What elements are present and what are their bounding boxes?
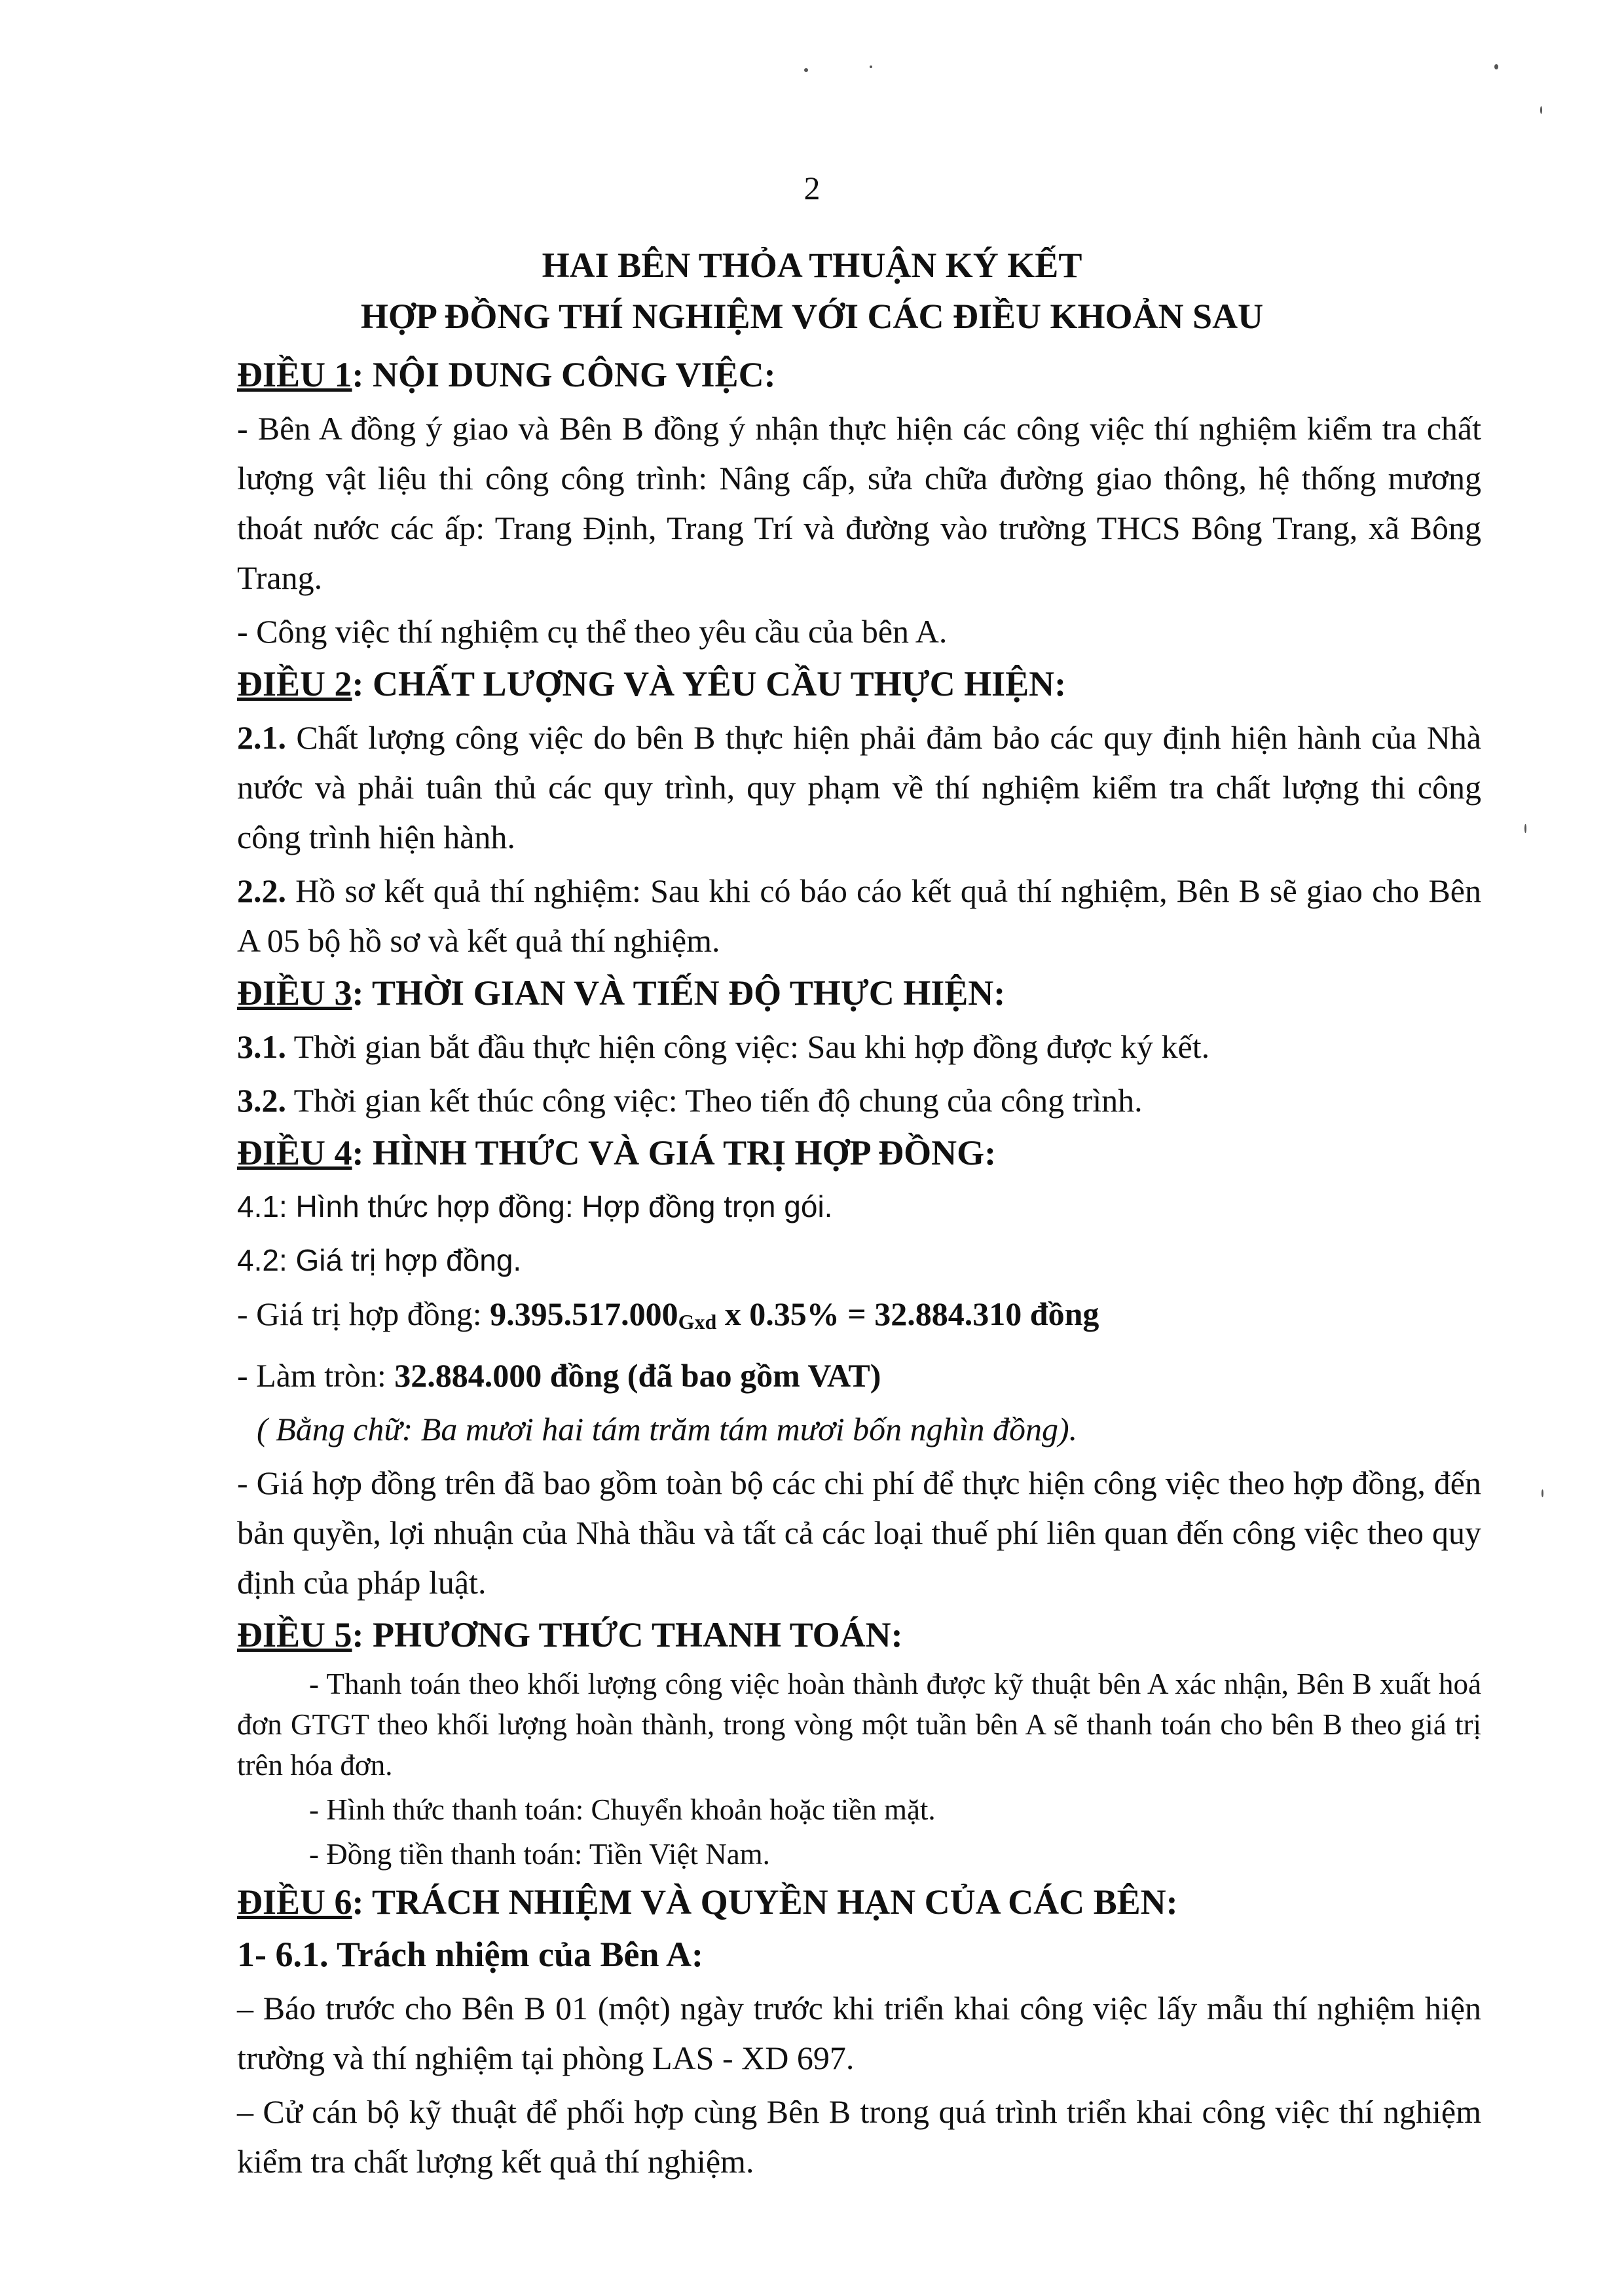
- clause-2-2-number: 2.2.: [237, 872, 286, 909]
- article-4-inclusion-note: - Giá hợp đồng trên đã bao gồm toàn bộ các chi phí để thực hiện công việc theo hợp đồng, đến bản quyền, lợi nhuận của Nhà thầu và tất cả các loại thuế phí liên quan đến công việc theo quy định của pháp luật.: [237, 1465, 1481, 1601]
- page-number: 2: [803, 170, 821, 206]
- article-1-paragraph-2: - Công việc thí nghiệm cụ thể theo yêu cầu của bên A.: [237, 613, 948, 650]
- article-6-1-paragraph-1: – Báo trước cho Bên B 01 (một) ngày trước khi triển khai công việc lấy mẫu thí nghiệm hiện trường và thí nghiệm tại phòng LAS - XD 697.: [237, 1990, 1481, 2076]
- article-4-title: : HÌNH THỨC VÀ GIÁ TRỊ HỢP ĐỒNG:: [352, 1133, 997, 1172]
- article-6-title: : TRÁCH NHIỆM VÀ QUYỀN HẠN CỦA CÁC BÊN:: [352, 1882, 1178, 1922]
- article-1-heading: [237, 350, 1481, 400]
- article-3-heading: [237, 968, 1481, 1018]
- clause-3-2-number: 3.2.: [237, 1082, 286, 1119]
- rounded-value-label: - Làm tròn:: [237, 1357, 395, 1394]
- article-4-number: ĐIỀU 4: [237, 1133, 352, 1172]
- scan-speck: [1524, 824, 1526, 833]
- clause-2-1-text: Chất lượng công việc do bên B thực hiện phải đảm bảo các quy định hiện hành của Nhà nước và phải tuân thủ các quy trình, quy phạm về thí nghiệm kiểm tra chất lượng thi công công trình hiện hành.: [237, 719, 1481, 855]
- contract-value-calculation: x 0.35% = 32.884.310 đồng: [716, 1296, 1099, 1332]
- clause-3-1-number: 3.1.: [237, 1028, 286, 1065]
- document-title-line-2: HỢP ĐỒNG THÍ NGHIỆM VỚI CÁC ĐIỀU KHOẢN SAU: [360, 297, 1264, 336]
- clause-2-2-text: Hồ sơ kết quả thí nghiệm: Sau khi có báo cáo kết quả thí nghiệm, Bên B sẽ giao cho Bên A 05 bộ hồ sơ và kết quả thí nghiệm.: [237, 872, 1481, 959]
- clause-2-1: [237, 713, 1481, 862]
- construction-cost-amount: 9.395.517.000: [490, 1296, 678, 1332]
- article-5-heading: [237, 1610, 1481, 1660]
- clause-2-1-number: 2.1.: [237, 719, 286, 756]
- article-5-payment-method: - Hình thức thanh toán: Chuyển khoản hoặc tiền mặt.: [309, 1793, 936, 1826]
- clause-4-1: 4.1: Hình thức hợp đồng: Hợp đồng trọn gói.: [237, 1189, 833, 1223]
- article-4-heading: [237, 1128, 1481, 1178]
- article-3-title: : THỜI GIAN VÀ TIẾN ĐỘ THỰC HIỆN:: [352, 973, 1006, 1013]
- contract-value-line: [237, 1289, 1481, 1347]
- article-5-title: : PHƯƠNG THỨC THANH TOÁN:: [352, 1615, 903, 1654]
- clause-2-2: [237, 866, 1481, 965]
- clause-3-1: [237, 1022, 1481, 1072]
- construction-cost-subscript: Gxd: [678, 1310, 717, 1334]
- clause-4-2: 4.2: Giá trị hợp đồng.: [237, 1243, 522, 1277]
- article-1-paragraph-1: - Bên A đồng ý giao và Bên B đồng ý nhận thực hiện các công việc thí nghiệm kiểm tra chất lượng vật liệu thi công công trình: Nâng cấp, sửa chữa đường giao thông, hệ thống mương thoát nước các ấp: Trang Định, Trang Trí và đường vào trường THCS Bông Trang, xã Bông Trang.: [237, 410, 1481, 596]
- clause-3-2: [237, 1075, 1481, 1125]
- article-6-heading: [237, 1877, 1481, 1927]
- scan-speck: [1494, 64, 1498, 69]
- article-1-number: ĐIỀU 1: [237, 355, 352, 394]
- article-6-1-subheading: 1- 6.1. Trách nhiệm của Bên A:: [237, 1935, 704, 1974]
- document-body: [237, 347, 1481, 2186]
- scan-speck: [1540, 106, 1542, 114]
- article-2-number: ĐIỀU 2: [237, 664, 352, 703]
- scan-speck: [804, 68, 808, 72]
- rounded-value-amount: 32.884.000 đồng (đã bao gồm VAT): [394, 1357, 881, 1394]
- article-5-currency: - Đồng tiền thanh toán: Tiền Việt Nam.: [309, 1838, 770, 1871]
- article-6-1-paragraph-2: – Cử cán bộ kỹ thuật để phối hợp cùng Bên B trong quá trình triển khai công việc thí nghiệm kiểm tra chất lượng kết quả thí nghiệm.: [237, 2093, 1481, 2180]
- article-2-heading: [237, 659, 1481, 709]
- article-5-paragraph-1: - Thanh toán theo khối lượng công việc hoàn thành được kỹ thuật bên A xác nhận, Bên B xuất hoá đơn GTGT theo khối lượng hoàn thành, trong vòng một tuần bên A sẽ thanh toán cho bên B theo giá trị trên hóa đơn.: [237, 1668, 1481, 1782]
- rounded-value-line: [237, 1351, 1481, 1400]
- clause-3-2-text: Thời gian kết thúc công việc: Theo tiến độ chung của công trình.: [286, 1082, 1143, 1119]
- article-1-title: : NỘI DUNG CÔNG VIỆC:: [352, 355, 776, 394]
- article-3-number: ĐIỀU 3: [237, 973, 352, 1013]
- article-2-title: : CHẤT LƯỢNG VÀ YÊU CẦU THỰC HIỆN:: [352, 664, 1067, 703]
- article-6-number: ĐIỀU 6: [237, 1882, 352, 1922]
- document-title-line-1: HAI BÊN THỎA THUẬN KÝ KẾT: [542, 246, 1082, 285]
- clause-3-1-text: Thời gian bắt đầu thực hiện công việc: Sau khi hợp đồng được ký kết.: [286, 1028, 1210, 1065]
- scan-speck: [870, 65, 872, 68]
- scan-speck: [1541, 1489, 1543, 1497]
- article-5-number: ĐIỀU 5: [237, 1615, 352, 1654]
- amount-in-words: ( Bằng chữ: Ba mươi hai tám trăm tám mươi bốn nghìn đồng).: [257, 1411, 1078, 1447]
- contract-value-label: - Giá trị hợp đồng:: [237, 1296, 490, 1332]
